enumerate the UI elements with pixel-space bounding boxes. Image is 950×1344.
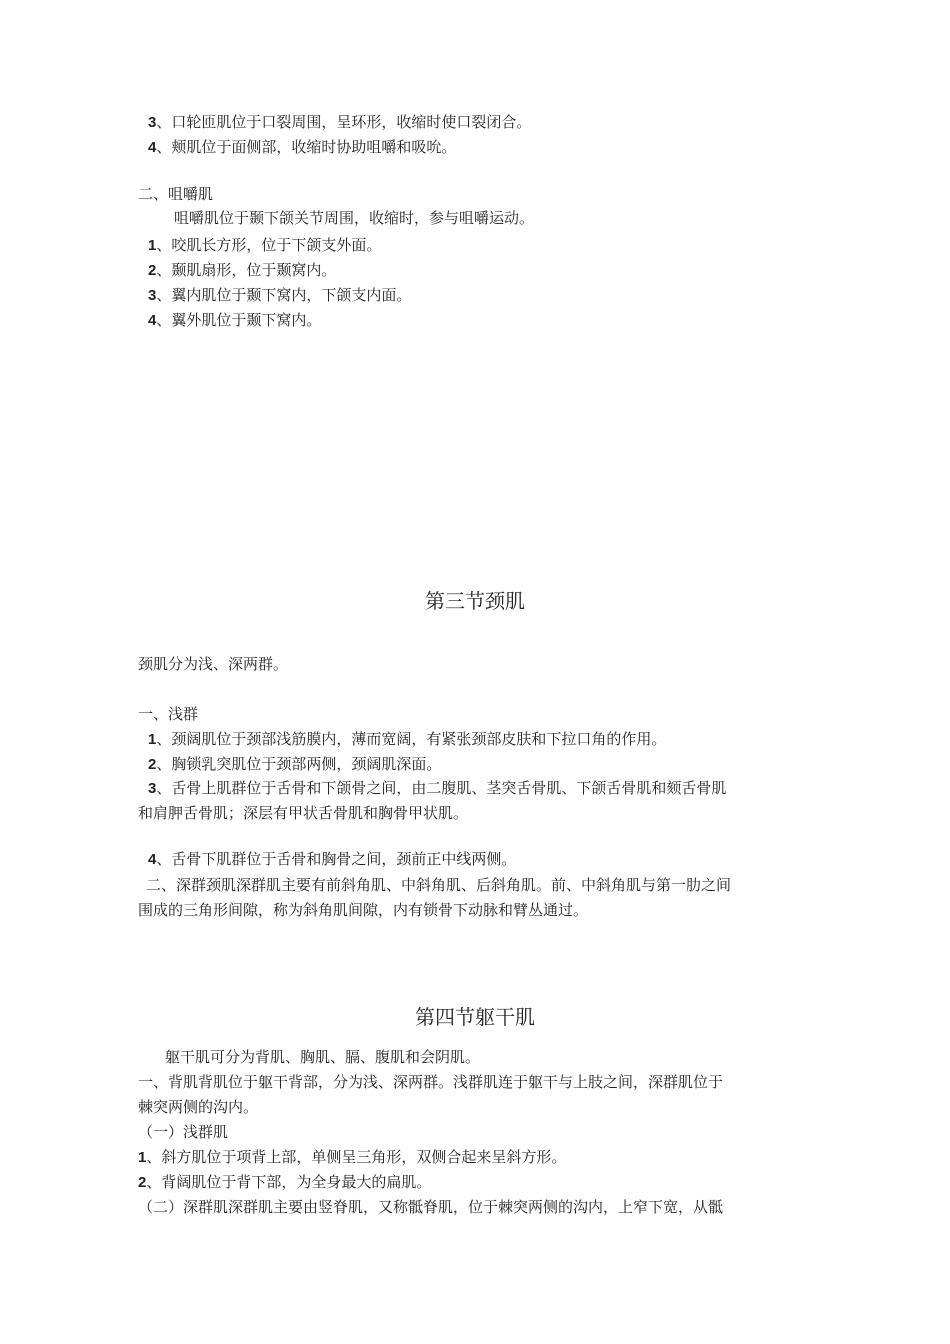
paragraph-continuation: 棘突两侧的沟内。 xyxy=(138,1098,259,1116)
item-number: 2 xyxy=(138,1174,147,1191)
item-number: 1 xyxy=(148,237,157,254)
item-text: 、口轮匝肌位于口裂周围，呈环形，收缩时使口裂闭合。 xyxy=(156,113,532,131)
paragraph: （二）深群肌深群肌主要由竖脊肌，又称骶脊肌，位于棘突两侧的沟内，上窄下宽，从骶 xyxy=(138,1198,724,1216)
section-title: 第四节躯干肌 xyxy=(415,1005,535,1029)
list-item xyxy=(148,260,336,281)
item-text: 、斜方肌位于项背上部，单侧呈三角形，双侧合起来呈斜方形。 xyxy=(146,1148,567,1166)
list-item xyxy=(148,849,516,870)
list-item xyxy=(138,1147,566,1168)
item-text: 、背阔肌位于背下部，为全身最大的扁肌。 xyxy=(146,1173,432,1191)
list-item xyxy=(148,754,441,775)
paragraph-continuation: 围成的三角形间隙，称为斜角肌间隙，内有锁骨下动脉和臂丛通过。 xyxy=(138,901,589,919)
item-text: 、胸锁乳突肌位于颈部两侧，颈阔肌深面。 xyxy=(156,755,442,773)
list-item xyxy=(148,778,726,799)
subsection-title: 二、咀嚼肌 xyxy=(138,185,214,203)
list-item xyxy=(148,137,456,158)
item-text: 、颈阔肌位于颈部浅筋膜内，薄而宽阔，有紧张颈部皮肤和下拉口角的作用。 xyxy=(156,730,667,748)
item-number: 4 xyxy=(148,139,157,156)
list-item xyxy=(148,235,381,256)
item-text: 、颞肌扇形，位于颞窝内。 xyxy=(156,261,337,279)
subsection-title: 一、浅群 xyxy=(138,705,199,723)
item-number: 2 xyxy=(148,756,157,773)
paragraph-continuation: 和肩胛舌骨肌；深层有甲状舌骨肌和胸骨甲状肌。 xyxy=(138,804,469,822)
list-item xyxy=(148,285,411,306)
item-text: 、翼外肌位于颞下窝内。 xyxy=(156,311,322,329)
item-number: 3 xyxy=(148,287,157,304)
item-number: 1 xyxy=(148,731,157,748)
item-text: 、舌骨上肌群位于舌骨和下颌骨之间，由二腹肌、茎突舌骨肌、下颌舌骨肌和颏舌骨肌 xyxy=(156,779,727,797)
item-number: 3 xyxy=(148,780,157,797)
paragraph: 一、背肌背肌位于躯干背部，分为浅、深两群。浅群肌连于躯干与上肢之间，深群肌位于 xyxy=(138,1073,724,1091)
list-item xyxy=(138,1172,431,1193)
item-number: 4 xyxy=(148,851,157,868)
list-item xyxy=(148,729,666,750)
paragraph: 躯干肌可分为背肌、胸肌、膈、腹肌和会阴肌。 xyxy=(165,1048,481,1066)
item-text: 、翼内肌位于颞下窝内，下颌支内面。 xyxy=(156,286,412,304)
section-title: 第三节颈肌 xyxy=(425,589,525,613)
item-number: 4 xyxy=(148,312,157,329)
paragraph: 颈肌分为浅、深两群。 xyxy=(138,655,289,673)
list-item xyxy=(148,112,531,133)
item-number: 3 xyxy=(148,114,157,131)
item-number: 2 xyxy=(148,262,157,279)
subsection-title: （一）浅群肌 xyxy=(138,1123,229,1141)
item-text: 、颊肌位于面侧部，收缩时协助咀嚼和吸吮。 xyxy=(156,138,457,156)
item-number: 1 xyxy=(138,1149,147,1166)
list-item xyxy=(148,310,321,331)
item-text: 、舌骨下肌群位于舌骨和胸骨之间，颈前正中线两侧。 xyxy=(156,850,517,868)
paragraph: 二、深群颈肌深群肌主要有前斜角肌、中斜角肌、后斜角肌。前、中斜角肌与第一肋之间 xyxy=(146,876,732,894)
item-text: 、咬肌长方形，位于下颌支外面。 xyxy=(156,236,382,254)
paragraph: 咀嚼肌位于颞下颌关节周围，收缩时，参与咀嚼运动。 xyxy=(174,209,535,227)
